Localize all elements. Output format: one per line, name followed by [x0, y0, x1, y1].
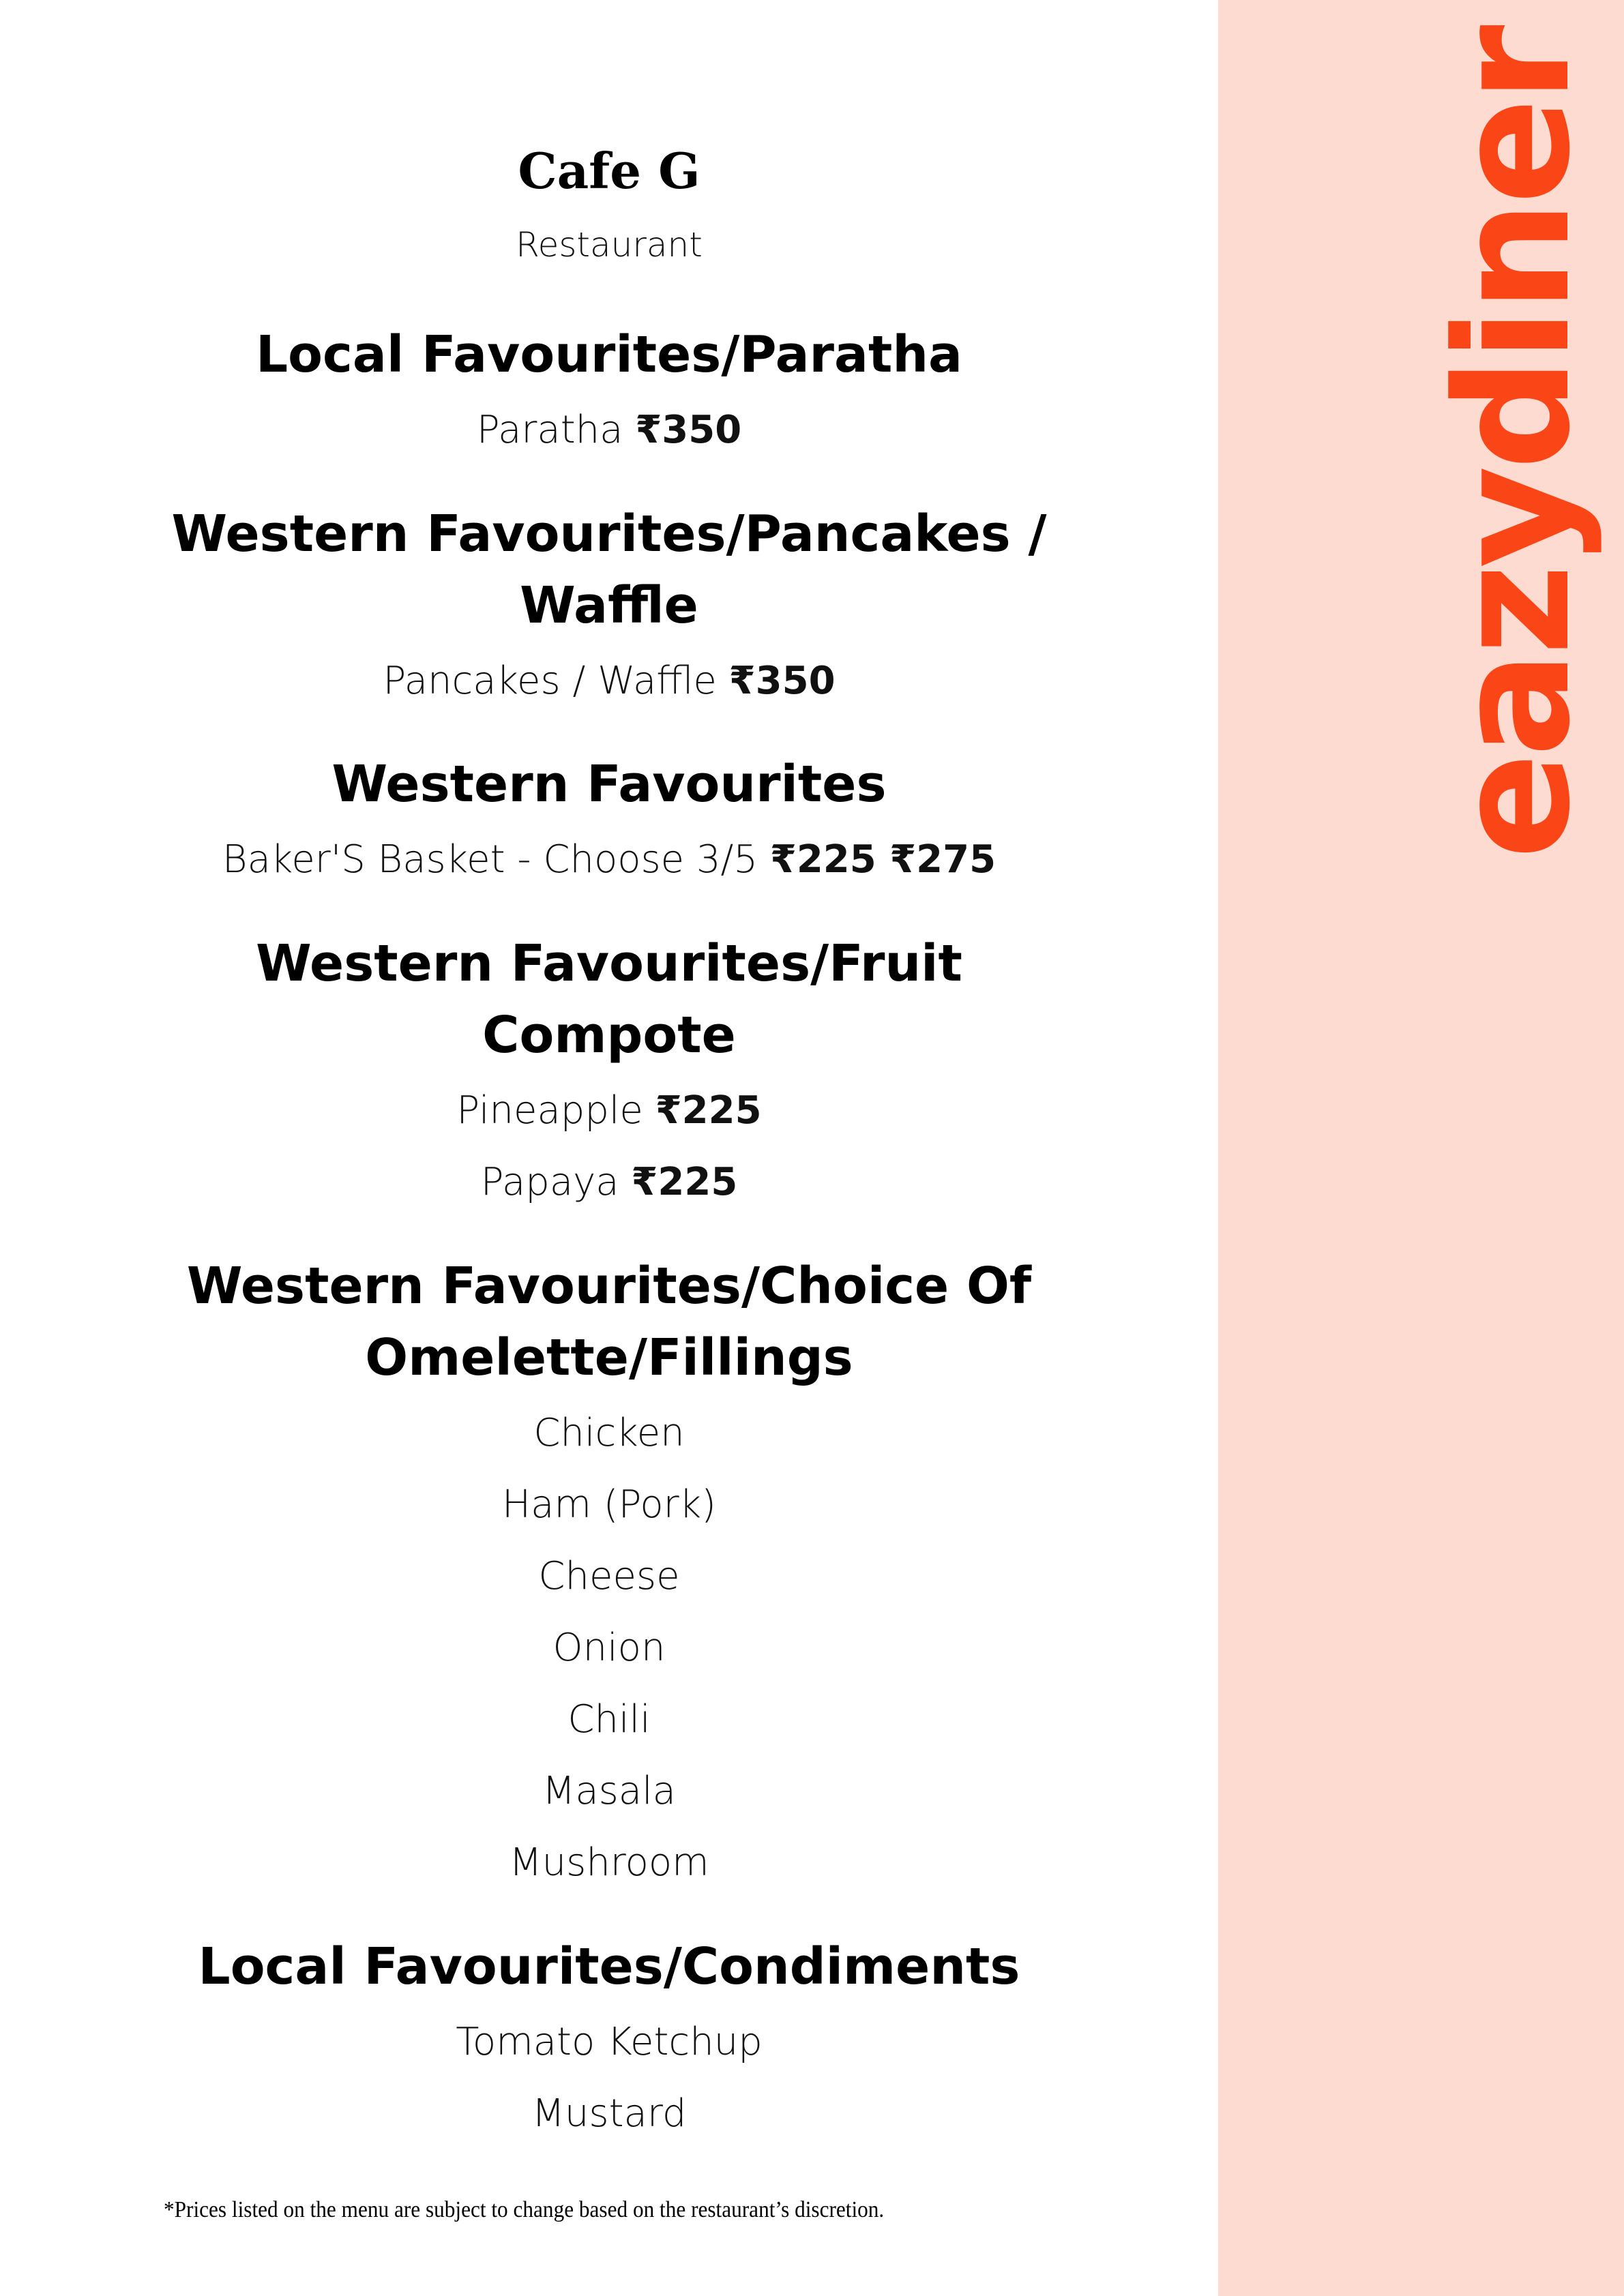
item-price: ₹350	[635, 408, 742, 452]
menu-item	[130, 1554, 1089, 1598]
section-title-line1: Western Favourites/Pancakes /	[171, 505, 1047, 563]
menu-item	[130, 837, 1089, 882]
section-title-line2: Compote	[482, 1006, 736, 1064]
menu-item	[130, 1626, 1089, 1670]
section-title: Western Favourites	[331, 755, 887, 814]
item-name: Chicken	[533, 1411, 685, 1455]
item-name: Masala	[542, 1769, 676, 1813]
item-name: Pancakes / Waffle	[383, 659, 717, 703]
item-name: Paratha	[476, 408, 623, 452]
item-name: Papaya	[480, 1160, 619, 1204]
menu-item	[130, 659, 1089, 703]
item-name: Baker'S Basket - Choose 3/5	[222, 837, 758, 882]
item-name: Onion	[552, 1626, 666, 1670]
item-name: Cheese	[538, 1554, 680, 1598]
section-title-line2: Omelette/Fillings	[365, 1328, 853, 1387]
item-name: Mustard	[531, 2091, 687, 2136]
menu-item	[130, 2091, 1089, 2136]
menu-item	[130, 1482, 1089, 1527]
item-name: Tomato Ketchup	[456, 2020, 763, 2064]
item-name: Mushroom	[509, 1840, 709, 1885]
item-name: Chili	[567, 1697, 651, 1742]
restaurant-type: Restaurant	[516, 225, 703, 265]
price-disclaimer: *Prices listed on the menu are subject to change based on the restaurant’s discretion.	[164, 2197, 885, 2222]
item-price: ₹225 ₹275	[769, 837, 996, 882]
menu-item	[130, 1697, 1089, 1742]
menu-item	[130, 1088, 1089, 1133]
menu-item	[130, 1840, 1089, 1885]
restaurant-name: Cafe G	[518, 142, 700, 200]
item-name: Ham (Pork)	[502, 1482, 716, 1527]
item-name: Pineapple	[456, 1088, 643, 1133]
section-title-line1: Western Favourites/Choice Of	[186, 1257, 1032, 1315]
item-price: ₹225	[631, 1160, 738, 1204]
section-title: Local Favourites/Condiments	[198, 1937, 1020, 1996]
section-title: Local Favourites/Paratha	[256, 325, 962, 384]
menu-item	[130, 408, 1089, 452]
menu-item	[130, 1160, 1089, 1204]
menu-item	[130, 1411, 1089, 1455]
menu-item	[130, 2020, 1089, 2064]
item-price: ₹225	[655, 1088, 762, 1133]
eazydiner-logo: eazydiner	[1423, 29, 1605, 859]
item-price: ₹350	[728, 659, 836, 703]
menu-item	[130, 1769, 1089, 1813]
section-title-line2: Waffle	[520, 576, 698, 635]
section-title-line1: Western Favourites/Fruit	[256, 934, 962, 993]
